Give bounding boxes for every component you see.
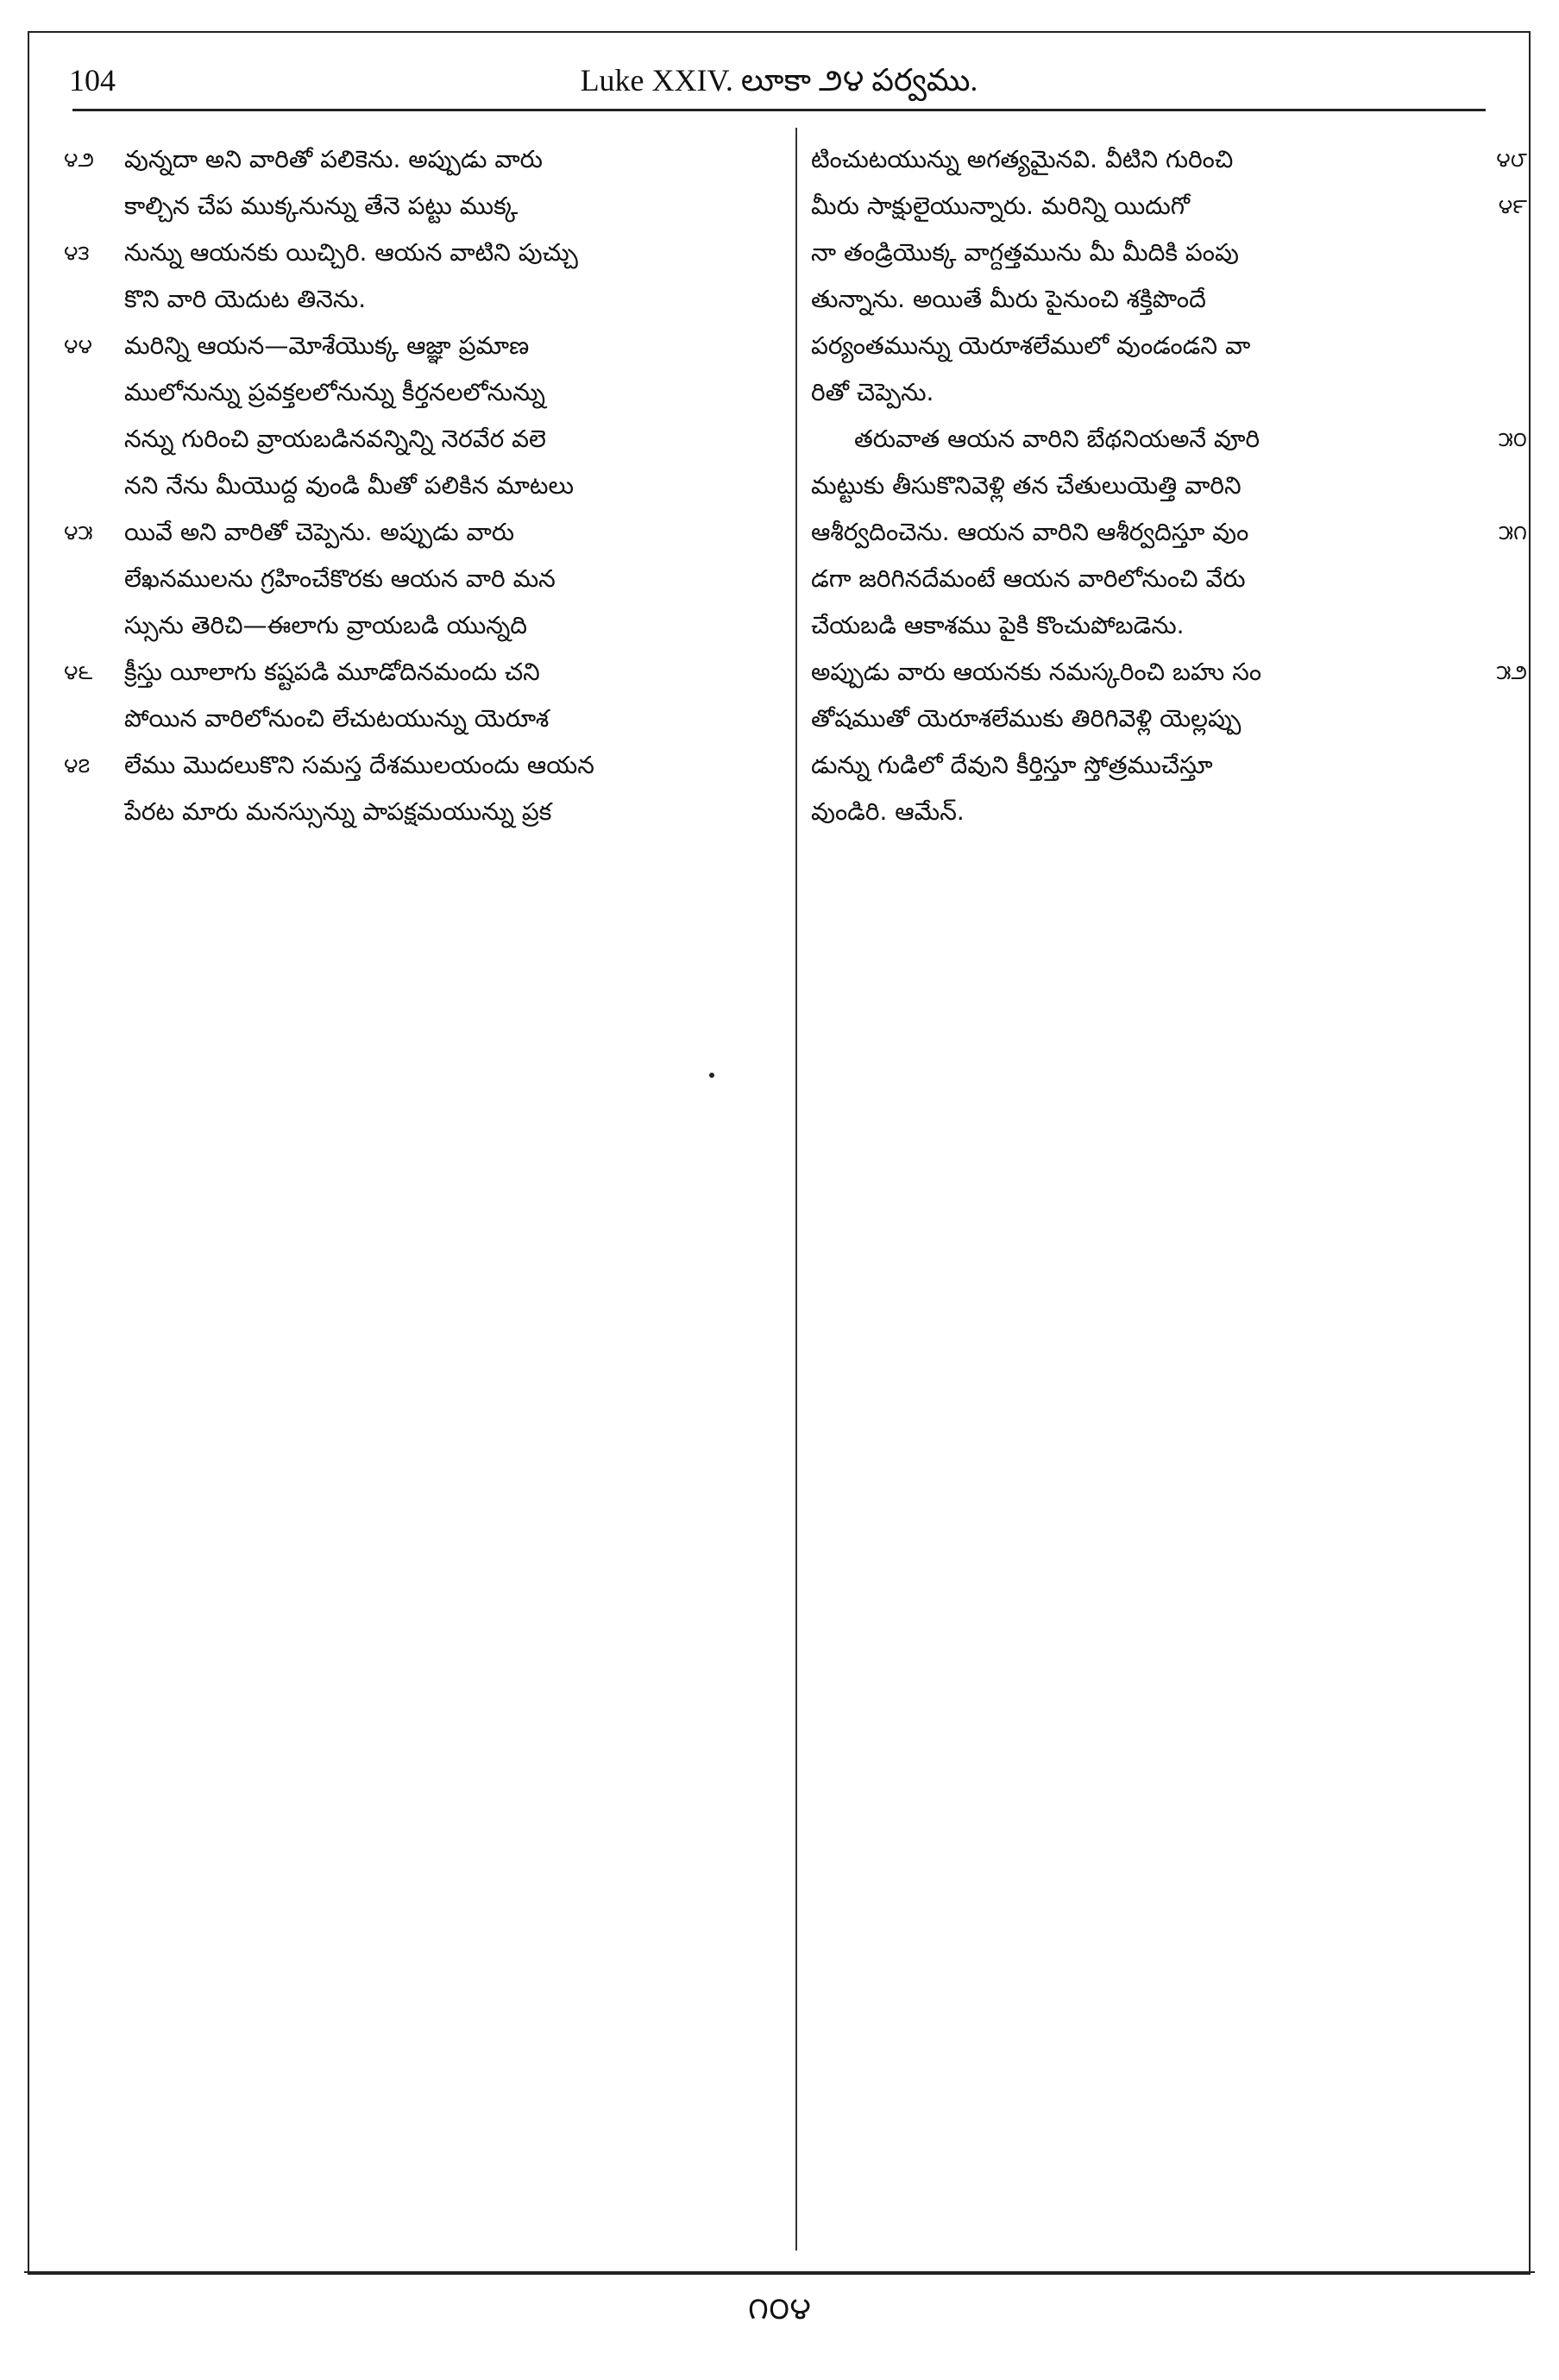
- footer-page-number: ౧౦౪: [748, 2291, 811, 2326]
- header-rule: [72, 109, 1486, 111]
- verse-text: స్సును తెరిచి—ఈలాగు వ్రాయబడి యున్నది: [124, 611, 528, 639]
- verse-number: [1458, 742, 1527, 789]
- verse-number: [1458, 369, 1527, 416]
- verse-number: ౪౩: [64, 241, 90, 265]
- text-line: [64, 276, 780, 323]
- verse-text: నా తండ్రియొక్క వాగ్దత్తమును మీ మీదికి పంపు: [811, 238, 1239, 267]
- text-line: [811, 369, 1527, 416]
- verse-number: [64, 416, 124, 463]
- verse-number: ౪౮: [1496, 148, 1527, 172]
- verse-number: [64, 369, 124, 416]
- verse-number: ౪౬: [64, 660, 93, 684]
- text-line: [64, 369, 780, 416]
- text-line: [811, 463, 1527, 509]
- verse-number: [1458, 556, 1527, 602]
- verse-text: డగా జరిగినదేమంటే ఆయన వారిలోనుంచి వేరు: [811, 564, 1246, 593]
- text-line: [64, 696, 780, 742]
- verse-number: ౪౪: [64, 334, 92, 358]
- verse-number: ౪౯: [1498, 194, 1527, 218]
- verse-number: ౫౧: [1498, 520, 1527, 545]
- column-divider: [795, 128, 797, 2251]
- text-line: [64, 416, 780, 463]
- verse-number: [64, 463, 124, 509]
- verse-text: కాల్చిన చేప ముక్కనున్ను తేనె పట్టు ముక్క: [124, 192, 519, 220]
- verse-number: ౪౨: [64, 148, 95, 172]
- text-line: [64, 136, 780, 183]
- verse-text: యివే అని వారితో చెప్పెను. అప్పుడు వారు: [124, 518, 515, 546]
- text-line: [811, 183, 1527, 230]
- verse-text: పోయిన వారిలోనుంచి లేచుటయున్ను యెరూశ: [124, 704, 550, 733]
- text-line: [811, 742, 1527, 789]
- left-column: [64, 136, 780, 835]
- verse-number: [1458, 789, 1527, 835]
- text-line: [64, 463, 780, 509]
- verse-text: తున్నాను. అయితే మీరు పైనుంచి శక్తిపొందే: [811, 285, 1206, 313]
- verse-text: డున్ను గుడిలో దేవుని కీర్తిస్తూ స్తోత్రముచేస్తూ: [811, 751, 1213, 779]
- verse-number: [1458, 276, 1527, 323]
- verse-text: తోషముతో యెరూశలేముకు తిరిగివెళ్లి యెల్లప్పు: [811, 704, 1242, 733]
- text-line: [811, 696, 1527, 742]
- verse-number: [1458, 323, 1527, 369]
- text-line: [64, 556, 780, 602]
- verse-text: మరిన్ని ఆయన—మోశేయొక్క ఆజ్ఞా ప్రమాణ: [124, 331, 530, 360]
- footer-rule: [24, 2271, 1535, 2273]
- print-speck: [709, 1073, 714, 1078]
- text-line: [64, 602, 780, 649]
- text-line: [811, 556, 1527, 602]
- verse-number: ౫౨: [1496, 660, 1527, 684]
- text-line: [811, 649, 1527, 696]
- verse-text: తరువాత ఆయన వారిని బేథనియఅనే వూరి: [854, 425, 1260, 453]
- verse-number: [1458, 696, 1527, 742]
- text-line: [811, 136, 1527, 183]
- verse-text: కొని వారి యెదుట తినెను.: [124, 285, 367, 313]
- verse-text: నని నేను మీయొద్ద వుండి మీతో పలికిన మాటలు: [124, 471, 575, 500]
- verse-number: ౪౭: [64, 753, 91, 778]
- verse-text: వుండిరి. ఆమేన్.: [811, 797, 965, 826]
- verse-text: మీరు సాక్షులైయున్నారు. మరిన్ని యిదుగో: [811, 192, 1191, 220]
- right-column: [811, 136, 1527, 835]
- text-line: [64, 789, 780, 835]
- verse-text: నున్ను ఆయనకు యిచ్చిరి. ఆయన వాటిని పుచ్చు: [124, 238, 578, 267]
- text-line: [811, 276, 1527, 323]
- text-line: [64, 742, 780, 789]
- verse-number: [64, 602, 124, 649]
- text-line: [811, 416, 1527, 463]
- text-line: [811, 789, 1527, 835]
- text-line: [811, 509, 1527, 556]
- verse-text: పర్యంతమున్ను యెరూశలేములో వుండండని వా: [811, 331, 1251, 360]
- running-head: Luke XXIV. లూకా ౨౪ పర్వము.: [580, 63, 978, 98]
- verse-number: [1458, 463, 1527, 509]
- verse-text: రితో చెప్పెను.: [811, 378, 934, 406]
- verse-text: అప్పుడు వారు ఆయనకు నమస్కరించి బహు సం: [811, 658, 1262, 686]
- text-line: [64, 183, 780, 230]
- verse-number: [64, 556, 124, 602]
- verse-text: పేరట మారు మనస్సున్ను పాపక్షమయున్ను ప్రక: [124, 797, 552, 826]
- verse-number: ౫౦: [1498, 427, 1527, 451]
- verse-text: క్రీస్తు యీలాగు కష్టపడి మూడోదినమందు చని: [124, 658, 540, 686]
- verse-text: నన్ను గురించి వ్రాయబడినవన్నిన్ని నెరవేర వలె: [124, 425, 546, 453]
- verse-number: [64, 276, 124, 323]
- verse-number: [64, 183, 124, 230]
- text-line: [811, 323, 1527, 369]
- verse-text: లేఖనములను గ్రహించేకొరకు ఆయన వారి మన: [124, 564, 556, 593]
- verse-text: చేయబడి ఆకాశము పైకి కొంచుపోబడెను.: [811, 611, 1185, 639]
- text-line: [64, 509, 780, 556]
- text-line: [64, 649, 780, 696]
- text-line: [811, 230, 1527, 276]
- verse-text: మట్టుకు తీసుకొనివెళ్లి తన చేతులుయెత్తి వారిని: [811, 471, 1242, 500]
- text-line: [811, 602, 1527, 649]
- verse-number: [1458, 602, 1527, 649]
- verse-number: [64, 789, 124, 835]
- text-line: [64, 323, 780, 369]
- page-number: 104: [69, 63, 116, 98]
- verse-number: [1458, 230, 1527, 276]
- verse-text: లేము మొదలుకొని సమస్త దేశములయందు ఆయన: [124, 751, 594, 779]
- verse-text: ఆశీర్వదించెను. ఆయన వారిని ఆశీర్వదిస్తూ వుం: [811, 518, 1249, 546]
- verse-number: ౪౫: [64, 520, 93, 545]
- verse-text: ములోనున్ను ప్రవక్తలలోనున్ను కీర్తనలలోనున్ను: [124, 378, 545, 406]
- verse-text: టించుటయున్ను అగత్యమైనవి. వీటిని గురించి: [811, 145, 1234, 173]
- page-frame: [28, 31, 1531, 2275]
- verse-text: వున్నదా అని వారితో పలికెను. అప్పుడు వారు: [124, 145, 543, 173]
- text-line: [64, 230, 780, 276]
- verse-number: [64, 696, 124, 742]
- text-columns: [64, 128, 1527, 2251]
